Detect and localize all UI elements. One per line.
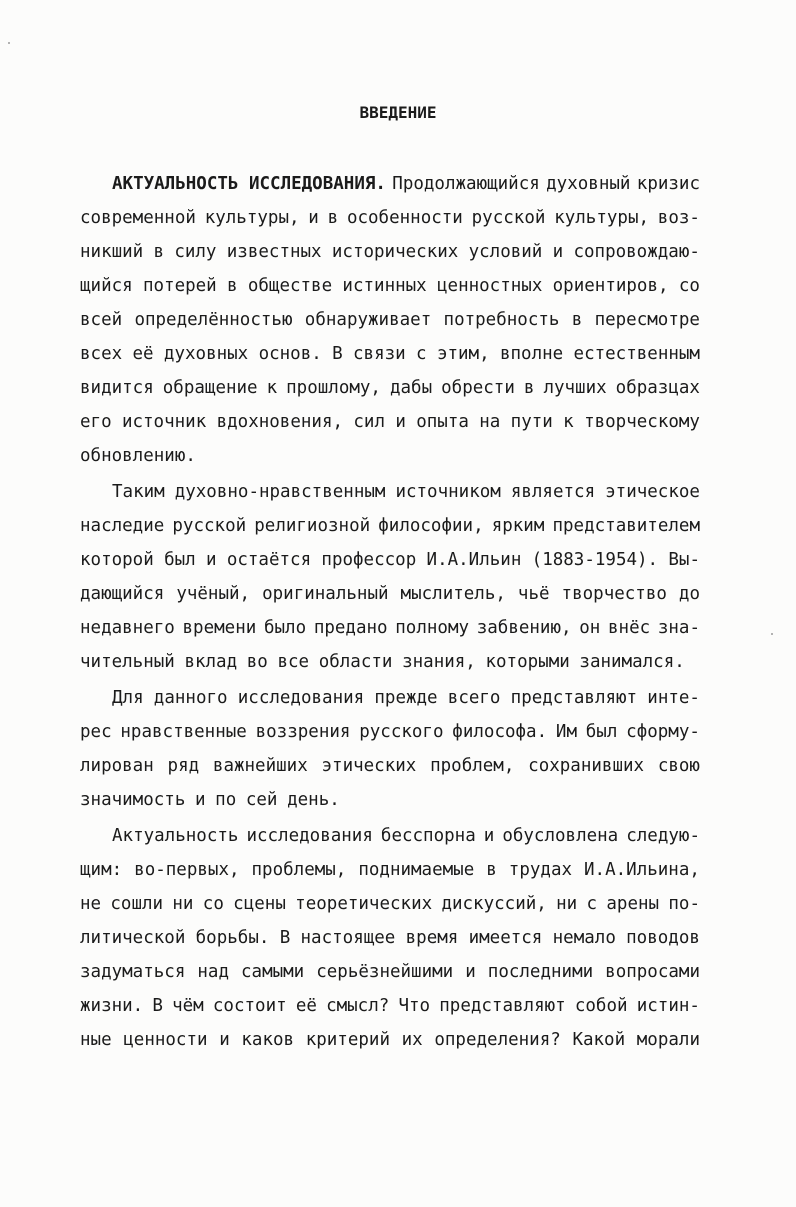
text-line: ные ценности и каков критерий их определения? Какой морали <box>80 1030 700 1050</box>
text-line: задуматься над самыми серьёзнейшими и последними вопросами <box>80 962 700 982</box>
text-line: Таким духовно-нравственным источником является этическое <box>112 482 700 502</box>
text-line: которой был и остаётся профессор И.А.Ильин (1883-1954). Вы- <box>80 550 700 570</box>
scan-speck <box>771 633 773 635</box>
text-line: чительный вклад во все области знания, которыми занимался. <box>80 652 685 672</box>
text-line: видится обращение к прошлому, дабы обрести в лучших образцах <box>80 378 700 398</box>
text-line: наследие русской религиозной философии, ярким представителем <box>80 516 700 536</box>
text-line: всей определённостью обнаруживает потребность в пересмотре <box>80 310 700 330</box>
text-line: щийся потерей в обществе истинных ценностных ориентиров, со <box>80 276 700 296</box>
page-title: ВВЕДЕНИЕ <box>359 103 437 122</box>
text-line: Актуальность исследования бесспорна и обусловлена следую- <box>112 826 700 846</box>
heading-lead: АКТУАЛЬНОСТЬ ИССЛЕДОВАНИЯ. <box>112 174 386 194</box>
text-line: его источник вдохновения, сил и опыта на пути к творческому <box>80 412 700 432</box>
text-line: недавнего времени было предано полному забвению, он внёс зна- <box>80 618 700 638</box>
text-line: Для данного исследования прежде всего представляют инте- <box>112 688 700 708</box>
text-line: щим: во-первых, проблемы, поднимаемые в трудах И.А.Ильина, <box>80 860 700 880</box>
text-line: значимость и по сей день. <box>80 790 340 810</box>
text-line: литической борьбы. В настоящее время имеется немало поводов <box>80 928 700 948</box>
text-line: дающийся учёный, оригинальный мыслитель, чьё творчество до <box>80 584 700 604</box>
text-line: не сошли ни со сцены теоретических дискуссий, ни с арены по- <box>80 894 700 914</box>
text-line: лирован ряд важнейших этических проблем, сохранивших свою <box>80 756 700 776</box>
text-line: жизни. В чём состоит её смысл? Что представляют собой истин- <box>80 996 700 1016</box>
scan-speck <box>8 42 10 44</box>
text-line: рес нравственные воззрения русского философа. Им был сформу- <box>80 722 700 742</box>
text-line: современной культуры, и в особенности русской культуры, воз- <box>80 208 700 228</box>
text-line: всех её духовных основ. В связи с этим, вполне естественным <box>80 344 700 364</box>
text-line: никший в силу известных исторических условий и сопровождаю- <box>80 242 700 262</box>
text-line: обновлению. <box>80 446 196 466</box>
text-line: АКТУАЛЬНОСТЬ ИССЛЕДОВАНИЯ. Продолжающийся духовный кризис <box>112 170 700 198</box>
